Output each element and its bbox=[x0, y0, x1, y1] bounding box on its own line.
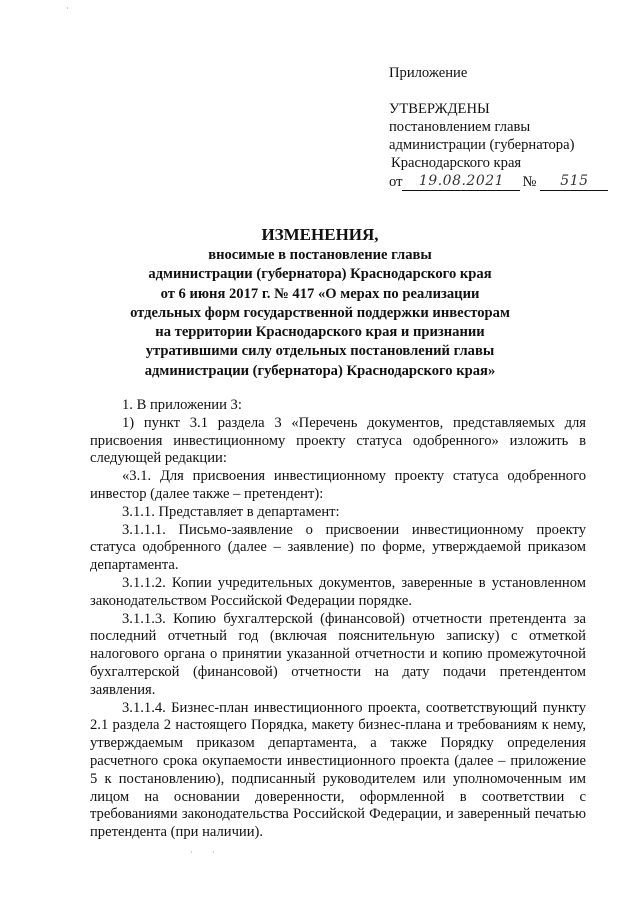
body-paragraph: 3.1.1.4. Бизнес-план инвестиционного проекта, соответствующий пункту 2.1 раздела 2 настоящего Порядка, макету бизнес-плана и требованиям к нему, утверждаемым приказом департамента, а также Порядку определения расчетного срока окупаемости инвестиционного проекта (далее – приложение 5 к постановлению), подписанный руководителем или уполномоченным им лицом на основании доверенности, оформленной в соответствии с требованиями законодательства Российской Федерации, и заверенный печатью претендента (при наличии). bbox=[90, 699, 586, 841]
body-paragraph: «3.1. Для присвоения инвестиционному проекту статуса одобренного инвестор (далее также – претендент): bbox=[90, 468, 586, 502]
approval-block bbox=[389, 64, 609, 191]
scan-speck: · bbox=[212, 848, 215, 857]
body-paragraph: 3.1.1.2. Копии учредительных документов, заверенные в установленном законодательством Российской Федерации порядке. bbox=[90, 574, 586, 609]
title-line: администрации (губернатора) Краснодарского края bbox=[148, 266, 492, 283]
number-prefix: № bbox=[522, 174, 537, 190]
approved-by-line-3: Краснодарского края bbox=[391, 155, 522, 171]
approved-by-line-2: администрации (губернатора) bbox=[389, 137, 575, 153]
title-line: вносимые в постановление главы bbox=[208, 247, 432, 263]
title-line: администрации (губернатора) Краснодарского края» bbox=[144, 362, 496, 379]
approved-label: УТВЕРЖДЕНЫ bbox=[389, 101, 490, 117]
body-paragraph: 1. В приложении 3: bbox=[122, 397, 242, 413]
body-paragraph: 3.1.1.1. Письмо-заявление о присвоении инвестиционному проекту статуса одобренного (далее – заявление) по форме, утверждаемой приказом департамента. bbox=[90, 521, 586, 574]
body-paragraph: 3.1.1.3. Копию бухгалтерской (финансовой) отчетности претендента за последний отчетный год (включая пояснительную записку) с отметкой налогового органа о принятии указанной отчетности и копию промежуточной бухгалтерской (финансовой) отчетности на дату подачи претендентом заявления. bbox=[90, 610, 586, 698]
document-body bbox=[90, 397, 586, 842]
title-line: утратившими силу отдельных постановлений главы bbox=[145, 343, 495, 360]
scan-speck: · bbox=[190, 848, 193, 857]
title-line: от 6 июня 2017 г. № 417 «О мерах по реализации bbox=[160, 285, 480, 302]
body-paragraph: 3.1.1. Представляет в департамент: bbox=[122, 503, 340, 520]
appendix-label: Приложение bbox=[389, 65, 468, 81]
title-line: на территории Краснодарского края и признании bbox=[155, 324, 485, 341]
body-paragraph: 1) пункт 3.1 раздела 3 «Перечень документов, представляемых для присвоения инвестиционному проекту статуса одобренного» изложить в следующей редакции: bbox=[90, 414, 586, 467]
handwritten-number: 515 bbox=[540, 172, 608, 191]
date-number-line bbox=[389, 172, 609, 191]
handwritten-date: 19.08.2021 bbox=[402, 172, 520, 191]
scan-speck: · bbox=[66, 4, 69, 13]
title-line: отдельных форм государственной поддержки инвесторам bbox=[130, 304, 510, 321]
title-heading: ИЗМЕНЕНИЯ, bbox=[261, 225, 379, 244]
approved-by-line-1: постановлением главы bbox=[389, 119, 531, 135]
document-title bbox=[60, 224, 580, 381]
date-prefix: от bbox=[389, 174, 403, 190]
